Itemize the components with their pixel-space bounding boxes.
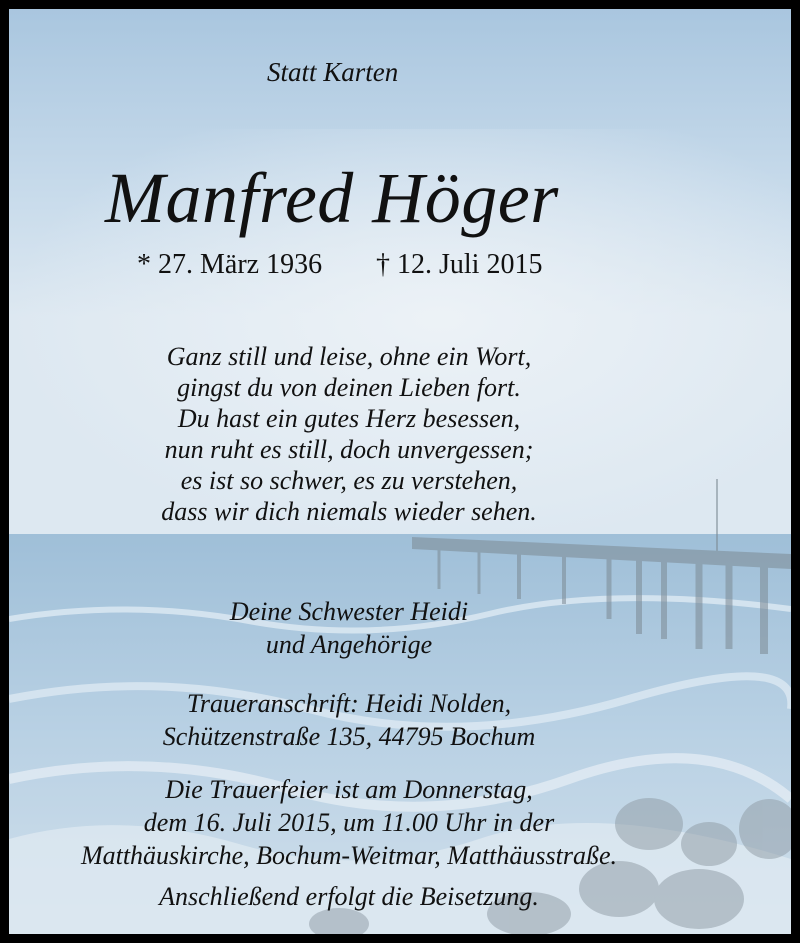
poem — [0, 341, 740, 527]
birth-date: * 27. März 1936 — [137, 249, 323, 280]
poem-line: Du hast ein gutes Herz besessen, — [177, 404, 521, 433]
mourners-line: Deine Schwester Heidi — [229, 597, 469, 626]
burial-note: Anschließend erfolgt die Beisetzung. — [159, 882, 539, 911]
funeral-line: dem 16. Juli 2015, um 11.00 Uhr in der — [143, 808, 555, 837]
statt-karten-label: Statt Karten — [267, 57, 399, 87]
poem-line: es ist so schwer, es zu verstehen, — [180, 466, 518, 495]
address-line: Schützenstraße 135, 44795 Bochum — [162, 722, 536, 751]
funeral-line: Die Trauerfeier ist am Donnerstag, — [165, 775, 533, 804]
poem-line: gingst du von deinen Lieben fort. — [177, 373, 521, 402]
poem-line: dass wir dich niemals wieder sehen. — [161, 497, 537, 526]
funeral-line: Matthäuskirche, Bochum-Weitmar, Matthäusstraße. — [80, 841, 618, 870]
address-line: Traueranschrift: Heidi Nolden, — [186, 689, 512, 718]
funeral-details — [0, 773, 740, 872]
mourners-line: und Angehörige — [265, 630, 433, 659]
death-date: † 12. Juli 2015 — [376, 249, 543, 280]
mourners — [0, 595, 740, 661]
mourning-address — [0, 687, 740, 753]
deceased-name: Manfred Höger — [105, 158, 559, 238]
poem-line: Ganz still und leise, ohne ein Wort, — [166, 342, 532, 371]
poem-line: nun ruht es still, doch unvergessen; — [164, 435, 534, 464]
